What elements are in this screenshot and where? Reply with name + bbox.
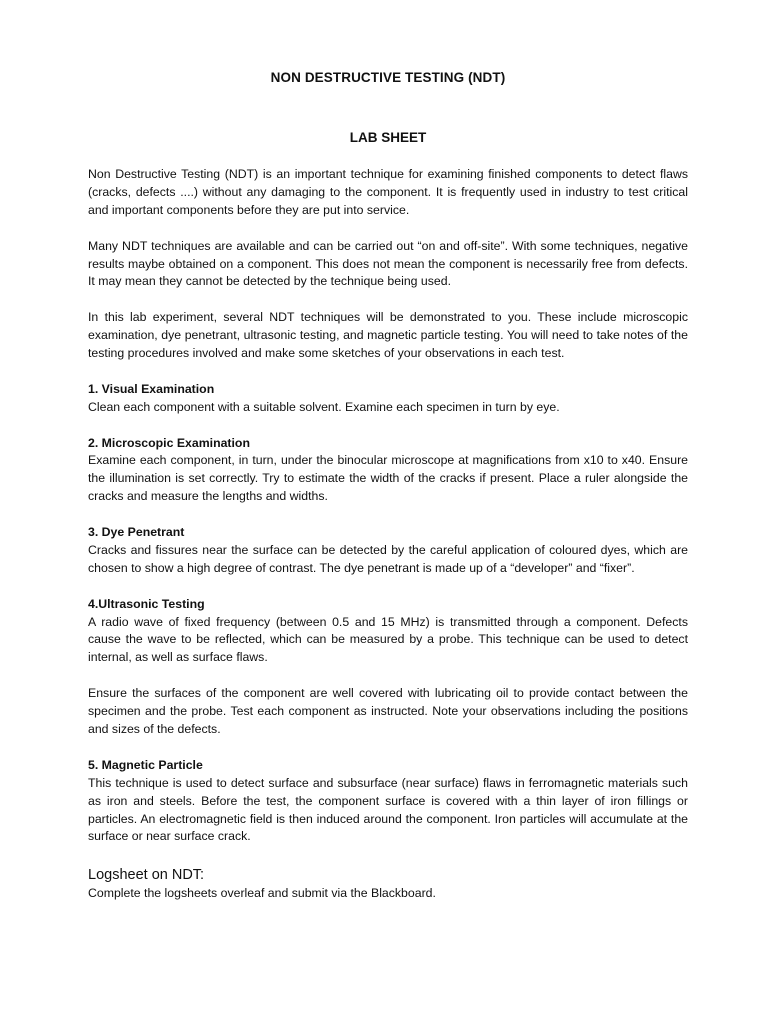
section-heading: 3. Dye Penetrant: [88, 525, 185, 540]
intro-paragraph-1: Non Destructive Testing (NDT) is an important technique for examining finished components to detect flaws (cracks, defects ....) without any damaging to the component. It is frequently used in industry to test critical and important components before they are put into service.: [88, 167, 688, 217]
section-heading: 5. Magnetic Particle: [88, 757, 203, 772]
section-heading: 2. Microscopic Examination: [88, 435, 250, 450]
section-visual-examination: [88, 381, 688, 417]
logsheet-section: [88, 864, 688, 903]
document-body: [88, 166, 688, 903]
section-text: A radio wave of fixed frequency (between 0.5 and 15 MHz) is transmitted through a component. Defects cause the wave to be reflected, which can be measured by a probe. This technique can be used to detect internal, as well as surface flaws.: [88, 614, 688, 665]
document-subtitle: LAB SHEET: [349, 130, 427, 145]
logsheet-text: Complete the logsheets overleaf and submit via the Blackboard.: [88, 886, 436, 901]
section-ultrasonic-testing: [88, 596, 688, 668]
logsheet-heading: Logsheet on NDT:: [88, 867, 205, 884]
section-microscopic-examination: [88, 435, 688, 507]
section-heading: 4.Ultrasonic Testing: [88, 596, 205, 611]
section-text: Clean each component with a suitable solvent. Examine each specimen in turn by eye.: [88, 399, 560, 414]
section-text: Cracks and fissures near the surface can be detected by the careful application of coloured dyes, which are chosen to show a high degree of contrast. The dye penetrant is made up of a “developer” and “fixer”.: [88, 542, 688, 575]
section-heading: 1. Visual Examination: [88, 381, 215, 396]
intro-paragraph-3: In this lab experiment, several NDT techniques will be demonstrated to you. These include microscopic examination, dye penetrant, ultrasonic testing, and magnetic particle testing. You will need to take notes of the testing procedures involved and make some sketches of your observations in each test.: [88, 310, 688, 361]
section-text: Examine each component, in turn, under the binocular microscope at magnifications from x10 to x40. Ensure the illumination is set correctly. Try to estimate the width of the cracks if present. Place a ruler alongside the cracks and measure the lengths and widths.: [88, 453, 688, 504]
section-dye-penetrant: [88, 524, 688, 578]
ultrasonic-followup-paragraph: Ensure the surfaces of the component are well covered with lubricating oil to provide contact between the specimen and the probe. Test each component as instructed. Note your observations including the positions and sizes of the defects.: [88, 686, 688, 736]
section-magnetic-particle: [88, 757, 688, 847]
intro-paragraph-2: Many NDT techniques are available and can be carried out “on and off-site”. With some techniques, negative results maybe obtained on a component. This does not mean the component is necessarily free from defects. It may mean they cannot be detected by the technique being used.: [88, 238, 688, 289]
section-text: This technique is used to detect surface and subsurface (near surface) flaws in ferromagnetic materials such as iron and steels. Before the test, the component surface is covered with a thin layer of iron fillings or particles. An electromagnetic field is then induced around the component. Iron particles will accumulate at the surface or near surface crack.: [88, 775, 688, 844]
document-title: NON DESTRUCTIVE TESTING (NDT): [270, 70, 506, 85]
